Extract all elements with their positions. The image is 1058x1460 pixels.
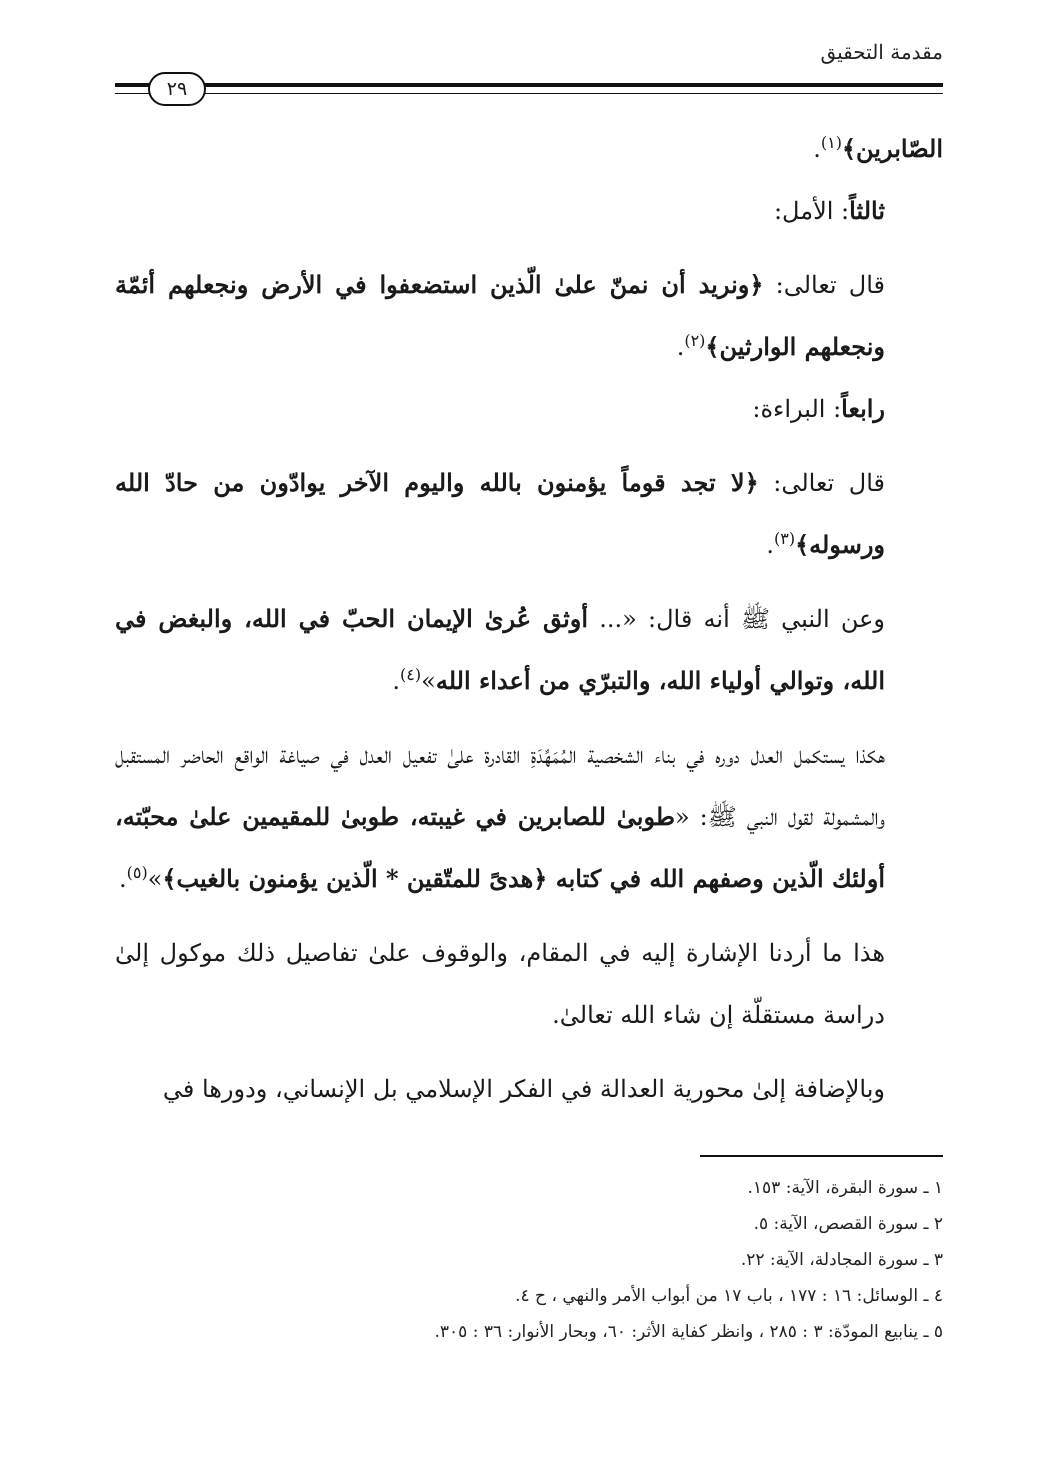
header-rule-thin (115, 93, 943, 94)
header-rule-thick (115, 83, 943, 87)
footnote-ref-5: (٥) (126, 863, 148, 882)
paragraph-disavowal-heading: رابعاً: البراءة: (752, 394, 885, 423)
hadith-text: طوبىٰ للصابرين في غيبته، طوبىٰ للمقيمين علىٰ محبّته، أولئك الّذين وصفهم الله في كتابه ﴿هدىً للمتّقين * الّذين يؤمنون بالغيب﴾ (115, 802, 885, 893)
quran-text: الصّابرين﴾ (841, 134, 943, 163)
footnote-item: ٢ ـ سورة القصص، الآية: ٥. (753, 1214, 943, 1234)
running-header-title: مقدمة التحقيق (820, 40, 943, 64)
paragraph-hope-heading: ثالثاً: الأمل: (773, 196, 885, 225)
paragraph-justice: هكذا يستكمل العدل دوره في بناء الشخصية المُمَهِّدَةِ القادرة علىٰ تفعيل العدل في صياغة الواقع الحاضر المستقبل والمشمولة لقول النبي ﷺ: «طوبىٰ للصابرين في غيبته، طوبىٰ للمقيمين علىٰ محبّته، أولئك الّذين وصفهم الله في كتابه ﴿هدىً للمتّقين * الّذين يؤمنون بالغيب﴾»$^{(٥)}$. (115, 741, 885, 893)
page-number-badge: ٢٩ (148, 72, 206, 106)
footnotes (115, 1170, 943, 1350)
footnote-item: ٥ ـ ينابيع المودّة: ٣ : ٢٨٥ ، وانظر كفاية الأثر: ٦٠، وبحار الأنوار: ٣٦ : ٣٠٥. (434, 1322, 943, 1342)
paragraph-hadith-1: وعن النبي ﷺ أنه قال: «... أوثق عُرىٰ الإيمان الحبّ في الله، والبغض في الله، وتوالي أولياء الله، والتبرّي من أعداء الله»$^{(٤)}$. (115, 604, 885, 695)
quran-text: ﴿لا تجد قوماً يؤمنون بالله واليوم الآخر يوادّون من حادّ الله ورسوله﴾ (115, 468, 885, 559)
paragraph-verse-2: قال تعالى: ﴿ونريد أن نمنّ علىٰ الّذين استضعفوا في الأرض ونجعلهم أئمّة ونجعلهم الوارثين﴾$^{(٢)}$. (115, 270, 886, 361)
footnote-ref-3: (٣) (773, 529, 796, 548)
footnote-separator (700, 1155, 943, 1157)
section-label: رابعاً (841, 394, 885, 423)
footnote-item: ٤ ـ الوسائل: ١٦ : ١٧٧ ، باب ١٧ من أبواب الأمر والنهي ، ح ٤. (515, 1286, 943, 1306)
section-label: ثالثاً (849, 196, 885, 225)
hadith-text: أوثق عُرىٰ الإيمان الحبّ في الله، والبغض في الله، وتوالي أولياء الله، والتبرّي من أعداء الله (115, 604, 885, 695)
footnote-ref-1: (١) (820, 133, 842, 152)
paragraph-conclusion: هذا ما أردنا الإشارة إليه في المقام، والوقوف علىٰ تفاصيل ذلك موكول إلىٰ دراسة مستقلّة إن شاء الله تعالىٰ. (115, 939, 885, 1029)
footnote-ref-4: (٤) (400, 665, 422, 684)
body-text (115, 118, 943, 1120)
footnote-ref-2: (٢) (684, 331, 706, 350)
paragraph-verse-3: قال تعالى: ﴿لا تجد قوماً يؤمنون بالله واليوم الآخر يوادّون من حادّ الله ورسوله﴾$^{(٣)}$. (115, 468, 885, 559)
quran-text: ﴿ونريد أن نمنّ علىٰ الّذين استضعفوا في الأرض ونجعلهم أئمّة ونجعلهم الوارثين﴾ (115, 270, 885, 361)
paragraph-1: الصّابرين﴾$^{(١)}$. (813, 133, 943, 163)
paragraph-continuation: وبالإضافة إلىٰ محورية العدالة في الفكر الإسلامي بل الإنساني، ودورها في (162, 1075, 885, 1103)
footnote-item: ١ ـ سورة البقرة، الآية: ١٥٣. (747, 1178, 943, 1198)
footnote-item: ٣ ـ سورة المجادلة، الآية: ٢٢. (740, 1250, 943, 1270)
